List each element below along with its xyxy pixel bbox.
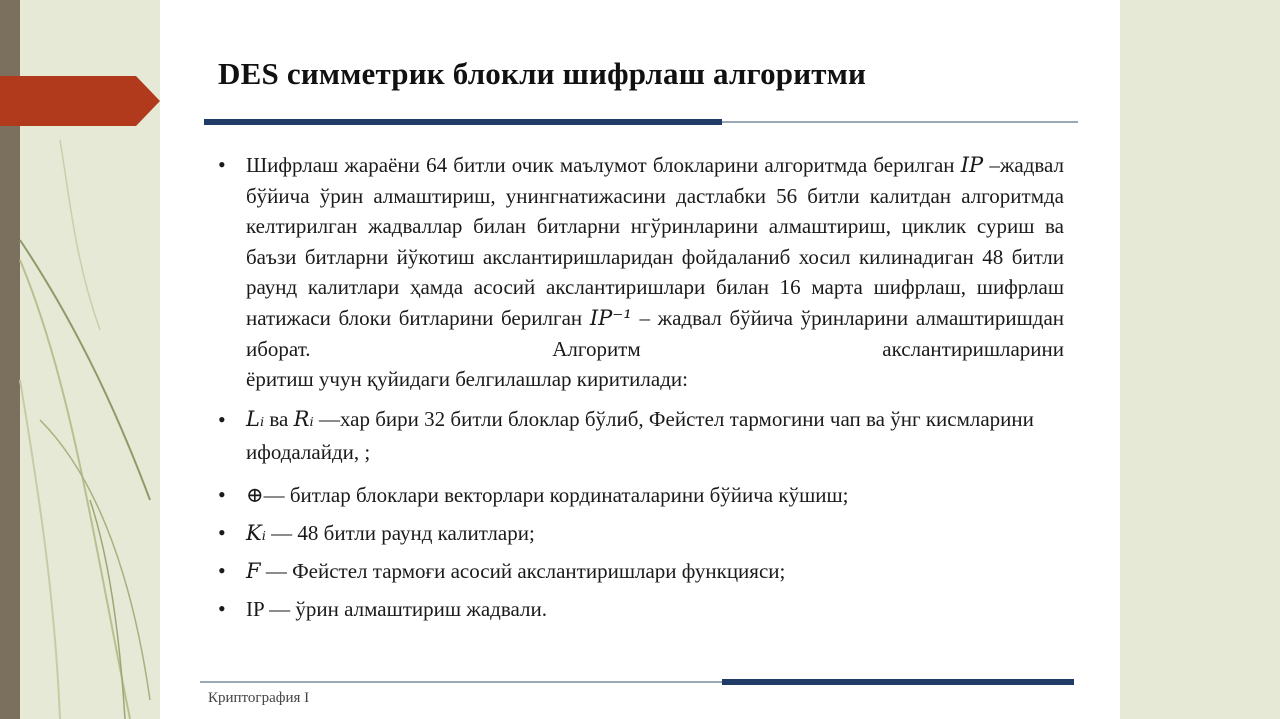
bullet-li-ri	[218, 403, 1064, 469]
li-ri-text: —хар бири 32 битли блоклар бўлиб, Фейстел тармогини чап ва ўнг кисмларини ифодалайди, ;	[246, 406, 1034, 464]
intro-text-1: Шифрлаш жараёни 64 битли очик маълумот блокларини алгоритмда берилган	[246, 153, 955, 177]
bullet-xor	[218, 479, 1064, 511]
ip-inverse-symbol: IP⁻¹	[589, 305, 632, 330]
bullet-ip-table	[218, 593, 1064, 625]
slide-title: DES симметрик блокли шифрлаш алгоритми	[218, 56, 867, 91]
intro-text-3: – жадвал бўйича ўринларини алмаштиришдан иборат. Алгоритм акслантиришларини	[246, 305, 1065, 361]
intro-text-4: ёритиш учун қуйидаги белгилашлар киритилади:	[246, 367, 688, 392]
bullet-intro	[218, 150, 1064, 395]
ki-symbol: Kᵢ	[246, 520, 266, 545]
slide	[160, 0, 1120, 719]
f-symbol: F	[246, 558, 261, 583]
ip-symbol: IP	[960, 153, 984, 177]
intro-text-2: –жадвал бўйича ўрин алмаштириш, унингнатижасини дастлабки 56 битли калитдан алгоритмда келтирилган жадваллар билан битларни нгўринларини алмаштириш, циклик суриш ва баъзи битларни йўкотиш акслантиришларидан фойдаланиб хосил килинадиган 48 битли раунд калитлари ҳамда асосий акслантиришлари билан 16 марта шифрлаш, шифрлаш натижаси блоки битларини берилган	[246, 153, 1065, 330]
li-symbol: Lᵢ	[246, 406, 265, 431]
xor-text: — битлар блоклари векторлари кординаталарини бўйича кўшиш;	[263, 482, 849, 507]
xor-symbol: ⊕	[246, 482, 264, 507]
ip-table-symbol: IP	[246, 596, 264, 621]
title-divider	[204, 119, 1078, 125]
li-ri-and: ва	[269, 406, 289, 431]
f-text: — Фейстел тармоғи асосий акслантиришлари функцияси;	[265, 558, 786, 583]
slide-footer: Криптография I	[208, 690, 310, 706]
bullet-list	[218, 150, 1064, 625]
bullet-round-keys	[218, 517, 1064, 549]
ip-table-text: — ўрин алмаштириш жадвали.	[269, 596, 547, 621]
accent-arrow	[0, 76, 160, 126]
bullet-f-function	[218, 555, 1064, 587]
footer-divider	[200, 679, 1074, 685]
ki-text: — 48 битли раунд калитлари;	[271, 520, 535, 545]
ri-symbol: Rᵢ	[293, 406, 314, 431]
